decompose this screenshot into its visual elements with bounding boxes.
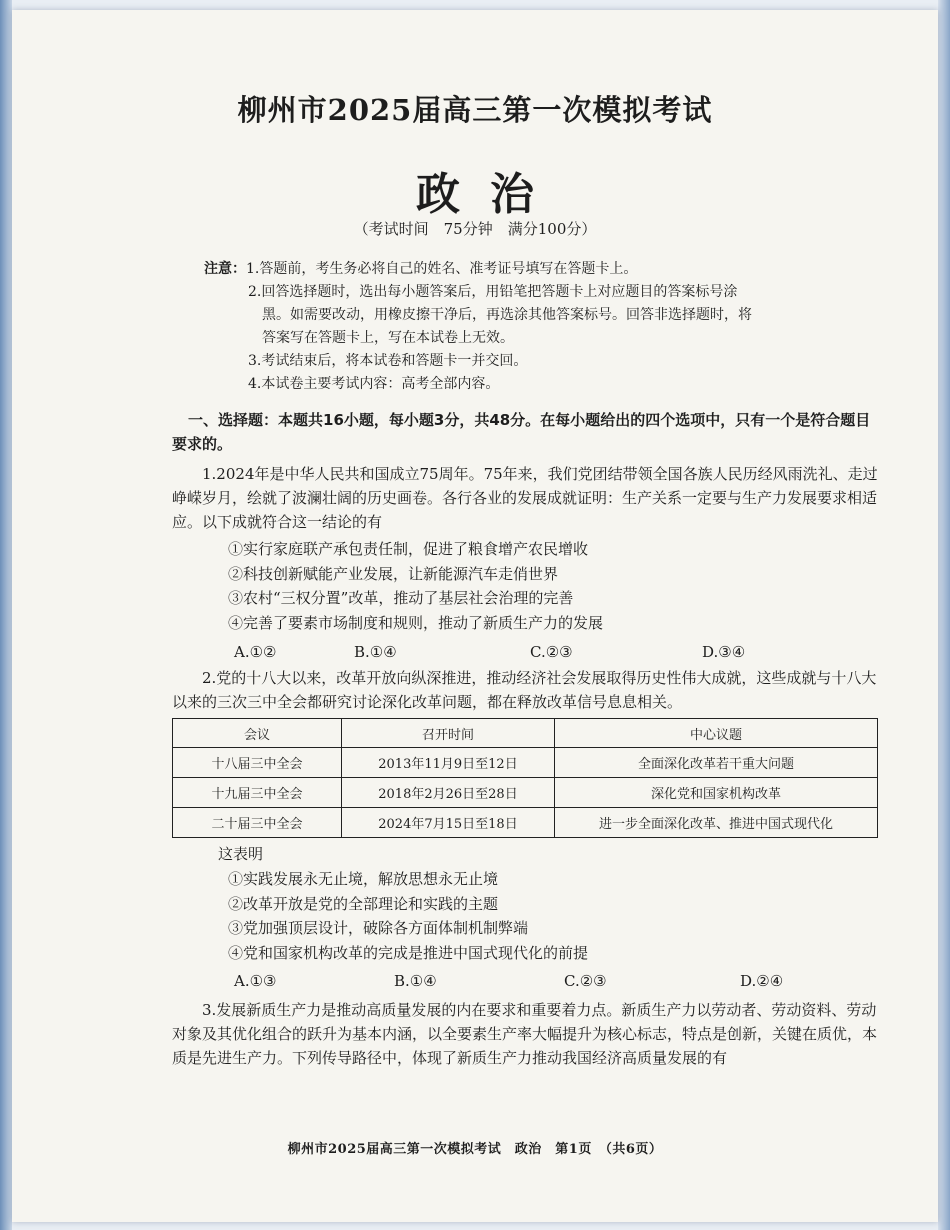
question-1-stem: 1.2024年是中华人民共和国成立75周年。75年来，我们党团结带领全国各族人民历经风雨洗礼、走过峥嵘岁月，绘就了波澜壮阔的历史画卷。各行各业的发展成就证明：生产关系一定要与生产力发展要求相适应。以下成就符合这一结论的有 — [172, 465, 878, 531]
choice-c[interactable]: C.②③ — [530, 643, 573, 661]
scan-edge-left — [0, 0, 12, 1230]
note-line-3: 3.考试结束后，将本试卷和答题卡一并交回。 — [248, 353, 528, 369]
table-cell: 十九届三中全会 — [173, 778, 342, 808]
question-2-lead: 这表明 — [218, 845, 264, 863]
table-row — [173, 778, 878, 808]
table-row — [173, 748, 878, 778]
table-cell: 2018年2月26日至28日 — [342, 778, 555, 808]
choice-a[interactable]: A.①② — [234, 643, 277, 661]
table-header: 中心议题 — [555, 719, 878, 748]
question-2-statements — [228, 867, 828, 965]
statement: ④党和国家机构改革的完成是推进中国式现代化的前提 — [228, 943, 589, 962]
table-cell: 2024年7月15日至18日 — [342, 808, 555, 838]
table-cell: 全面深化改革若干重大问题 — [555, 748, 878, 778]
table-cell: 十八届三中全会 — [173, 748, 342, 778]
exam-page — [12, 10, 938, 1222]
scan-edge-right — [938, 0, 950, 1230]
choice-d[interactable]: D.②④ — [740, 972, 784, 990]
statement: ①实行家庭联产承包责任制，促进了粮食增产农民增收 — [228, 540, 589, 558]
question-3-stem: 3.发展新质生产力是推动高质量发展的内在要求和重要着力点。新质生产力以劳动者、劳动资料、劳动对象及其优化组合的跃升为基本内涵，以全要素生产率大幅提升为核心标志，特点是创新，关键在质优，本质是先进生产力。下列传导路径中，体现了新质生产力推动我国经济高质量发展的有 — [172, 1001, 878, 1067]
table-row — [173, 808, 878, 838]
table-cell: 进一步全面深化改革、推进中国式现代化 — [555, 808, 878, 838]
exam-info: （考试时间 75分钟 满分100分） — [353, 220, 597, 238]
choice-c[interactable]: C.②③ — [564, 972, 607, 990]
question-2-stem: 2.党的十八大以来，改革开放向纵深推进，推动经济社会发展取得历史性伟大成就，这些成就与十八大以来的三次三中全会都研究讨论深化改革问题，都在释放改革信号息息相关。 — [172, 669, 877, 711]
statement: ③农村“三权分置”改革，推动了基层社会治理的完善 — [228, 589, 574, 607]
table-cell: 2013年11月9日至12日 — [342, 748, 555, 778]
choice-b[interactable]: B.①④ — [394, 972, 437, 990]
note-line-2b: 黑。如需要改动，用橡皮擦干净后，再选涂其他答案标号。回答非选择题时，将 — [262, 307, 752, 323]
table-cell: 深化党和国家机构改革 — [555, 778, 878, 808]
section-heading: 一、选择题：本题共16小题，每小题3分，共48分。在每小题给出的四个选项中，只有一个是符合题目要求的。 — [172, 411, 871, 453]
question-1-statements — [228, 537, 828, 635]
note-line-2c: 答案写在答题卡上，写在本试卷上无效。 — [262, 330, 514, 346]
statement: ③党加强顶层设计，破除各方面体制机制弊端 — [228, 919, 529, 937]
notes-label: 注意： — [204, 261, 246, 277]
table-header: 召开时间 — [342, 719, 555, 748]
notes-block — [204, 258, 854, 396]
note-line-1: 注意：1.答题前，考生务必将自己的姓名、准考证号填写在答题卡上。 — [204, 261, 638, 277]
statement: ④完善了要素市场制度和规则，推动了新质生产力的发展 — [228, 613, 604, 632]
note-line-2: 2.回答选择题时，选出每小题答案后，用铅笔把答题卡上对应题目的答案标号涂 — [248, 284, 738, 300]
choice-b[interactable]: B.①④ — [354, 643, 397, 661]
page-footer: 柳州市2025届高三第一次模拟考试 政治 第1页 （共6页） — [287, 1142, 663, 1157]
meetings-table — [172, 718, 878, 838]
question-1-choices — [234, 643, 814, 665]
exam-title: 柳州市2025届高三第一次模拟考试 — [237, 93, 713, 127]
choice-d[interactable]: D.③④ — [702, 643, 746, 661]
table-header-row — [173, 719, 878, 748]
statement: ①实践发展永无止境，解放思想永无止境 — [228, 870, 499, 888]
table-cell: 二十届三中全会 — [173, 808, 342, 838]
subject-title: 政治 — [416, 169, 564, 220]
statement: ②科技创新赋能产业发展，让新能源汽车走俏世界 — [228, 564, 559, 583]
statement: ②改革开放是党的全部理论和实践的主题 — [228, 894, 499, 913]
note-line-4: 4.本试卷主要考试内容：高考全部内容。 — [248, 376, 500, 392]
table-header: 会议 — [173, 719, 342, 748]
choice-a[interactable]: A.①③ — [234, 972, 277, 990]
question-2-choices — [234, 972, 814, 994]
